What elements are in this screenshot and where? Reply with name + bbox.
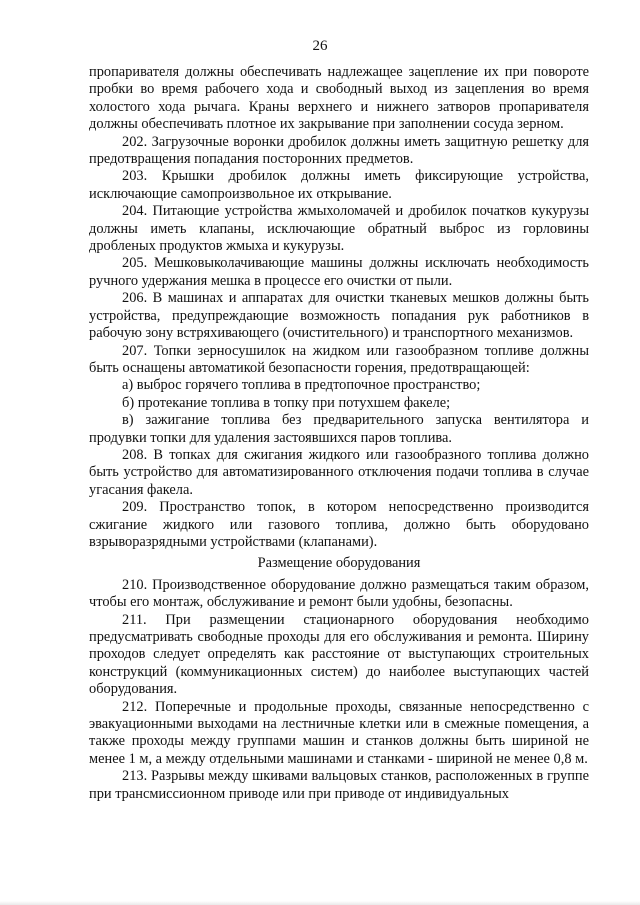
paragraph-207-v: в) зажигание топлива без предварительного запуска вентилятора и продувки топки для удаления застоявшихся паров топлива. — [89, 412, 589, 446]
paragraph-203: 203. Крышки дробилок должны иметь фиксирующие устройства, исключающие самопроизвольное их открывание. — [89, 168, 589, 202]
paragraph-209: 209. Пространство топок, в котором непосредственно производится сжигание жидкого или газового топлива, должно быть оборудовано взрыворазрядными устройствами (клапанами). — [89, 499, 589, 550]
paragraph-213: 213. Разрывы между шкивами вальцовых станков, расположенных в группе при трансмиссионном приводе или при приводе от индивидуальных — [89, 768, 589, 802]
paragraph-207: 207. Топки зерносушилок на жидком или газообразном топливе должны быть оснащены автоматикой безопасности горения, предотвращающей: — [89, 342, 589, 376]
paragraph-212: 212. Поперечные и продольные проходы, связанные непосредственно с эвакуационными выходами на лестничные клетки или в смежные помещения, а также проходы между группами машин и станков должны быть шириной не менее 1 м, а между отдельными машинами и станками - шириной не менее 0,8 м. — [89, 698, 589, 767]
scan-bottom-edge — [0, 901, 640, 905]
document-body — [89, 64, 589, 803]
page-number: 26 — [312, 38, 328, 54]
paragraph-207-a: а) выброс горячего топлива в предтопочное пространство; — [122, 377, 481, 394]
section-heading: Размещение оборудования — [257, 555, 421, 572]
paragraph-208: 208. В топках для сжигания жидкого или газообразного топлива должно быть устройство для автоматизированного отключения подачи топлива в случае угасания факела. — [89, 446, 589, 498]
paragraph-210: 210. Производственное оборудование должно размещаться таким образом, чтобы его монтаж, обслуживание и ремонт были удобны, безопасны. — [89, 576, 589, 611]
paragraph-202: 202. Загрузочные воронки дробилок должны иметь защитную решетку для предотвращения попадания посторонних предметов. — [89, 133, 589, 168]
paragraph-205: 205. Мешковыколачивающие машины должны исключать необходимость ручного удержания мешка в процессе его очистки от пыли. — [89, 255, 589, 289]
paragraph-207-b: б) протекание топлива в топку при потухшем факеле; — [122, 394, 451, 411]
paragraph-211: 211. При размещении стационарного оборудования необходимо предусматривать свободные проходы для его обслуживания и ремонта. Ширину проходов следует определять как расстояние от выступающих строительных конструкций (коммуникационных систем) до наиболее выступающих частей оборудования. — [89, 611, 589, 698]
paragraph-206: 206. В машинах и аппаратах для очистки тканевых мешков должны быть устройства, предупреждающие возможность попадания рук работников в рабочую зону встряхивающего (очистительного) и транспортного механизмов. — [89, 290, 589, 342]
paragraph-204: 204. Питающие устройства жмыхоломачей и дробилок початков кукурузы должны иметь клапаны, исключающие обратный выброс из горловины дробленых продуктов жмыха и кукурузы. — [89, 203, 589, 255]
paragraph-continuation: пропаривателя должны обеспечивать надлежащее зацепление их при повороте пробки во время рабочего хода и свободный выход из зацепления во время холостого хода рычага. Краны верхнего и нижнего затворов пропаривателя должны обеспечивать плотное их закрывание при заполнении сосуда зерном. — [89, 64, 589, 133]
